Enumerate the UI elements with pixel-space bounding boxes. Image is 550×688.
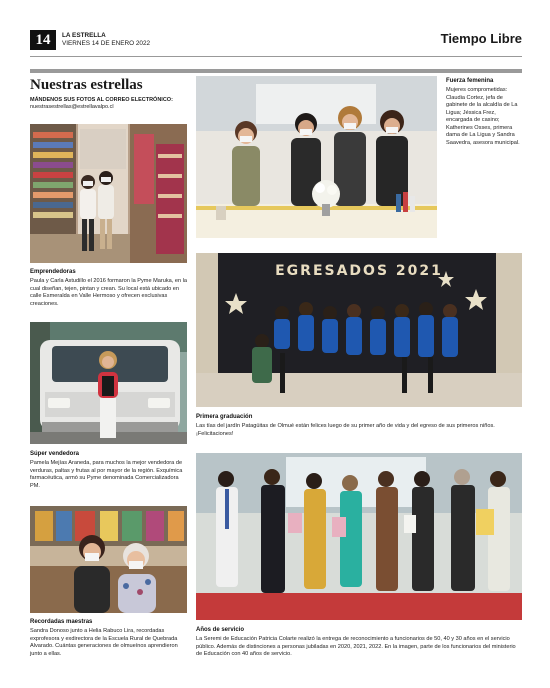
caption-title: Primera graduación xyxy=(196,414,253,420)
teachers-scene xyxy=(30,506,187,613)
caption-text: Pamela Mejías Araneda, para muchos la mejor vendedora de verduras, paltas y frutas al por mayor de la región. Exquímica farmacéutica, armó su Pyme denominada Comercializadora PM. xyxy=(30,460,183,489)
caption-title: Emprendedoras xyxy=(30,269,76,275)
caption-recordadas-maestras xyxy=(30,618,190,658)
submission-info xyxy=(30,97,200,111)
photo-super-vendedora xyxy=(30,322,187,444)
page-number: 14 xyxy=(30,30,56,50)
caption-title: Recordadas maestras xyxy=(30,619,93,625)
van-scene xyxy=(30,322,187,444)
submission-email[interactable]: nuestrasestrellas@estrellavalpo.cl xyxy=(30,104,114,111)
header-rule xyxy=(30,56,522,57)
caption-anos-de-servicio xyxy=(196,626,522,659)
caption-super-vendedora xyxy=(30,450,190,490)
photo-primera-graduacion xyxy=(196,253,522,407)
caption-emprendedoras xyxy=(30,268,190,308)
graduation-scene xyxy=(196,253,522,407)
caption-text: Las tías del jardín Patagüitas de Olmué están felices luego de su primer año de vida y del egreso de sus primeros niños. ¡Felicitaciones! xyxy=(196,423,495,437)
caption-title: Fuerza femenina xyxy=(446,78,494,84)
caption-primera-graduacion xyxy=(196,413,522,438)
section-title: Tiempo Libre xyxy=(440,31,522,46)
officials-scene xyxy=(196,453,522,620)
publication-info xyxy=(62,32,150,48)
caption-text: Sandra Donoso junto a Helia Rabuco Lira, recordadas exprofesora y exdirectora de la Escuela Rural de Quebrada Alvarado. Cuántas generaciones de olmueínos aprendieron junto a ellas. xyxy=(30,628,178,657)
page-title: Nuestras estrellas xyxy=(30,77,143,93)
women-table-scene xyxy=(196,76,437,238)
photo-fuerza-femenina xyxy=(196,76,437,238)
photo-emprendedoras xyxy=(30,124,187,263)
photo-recordadas-maestras xyxy=(30,506,187,613)
caption-text: La Seremi de Educación Patricia Colarte realizó la entrega de reconocimiento a funcionarios de 50, 40 y 30 años en el servicio público. Además de distinciones a personas jubiladas en 2020, 2021, 2022. En la imagen, parte de los funcionarios del ministerio de Educación con 40 años de servicio. xyxy=(196,636,516,658)
caption-fuerza-femenina xyxy=(446,77,522,147)
graduation-banner: EGRESADOS 2021 xyxy=(275,263,443,279)
publication-date: VIERNES 14 DE ENERO 2022 xyxy=(62,40,151,47)
section-rule xyxy=(30,69,522,73)
submission-label: MÁNDENOS SUS FOTOS AL CORREO ELECTRÓNICO: xyxy=(30,97,173,103)
caption-title: Años de servicio xyxy=(196,627,245,633)
caption-title: Súper vendedora xyxy=(30,451,80,457)
store-scene xyxy=(30,124,187,263)
photo-anos-de-servicio xyxy=(196,453,522,620)
caption-text: Mujeres comprometidas: Claudia Cortez, jefa de gabinete de la alcaldía de La Ligua; Jéssica Frez, encargada de casino; Katherines Osses, primera dama de La Ligua y Sandra Saavedra, asesora municipal. xyxy=(446,87,520,146)
page-header xyxy=(30,24,522,54)
caption-text: Paula y Carla Astudillo el 2016 formaron la Pyme Maruka, en la cual diseñan, tejen, pintan y crean. Su local está ubicado en calle Esmeralda en Valle Hermoso y ofrecen exclusivas creaciones. xyxy=(30,278,188,307)
publication-name: LA ESTRELLA xyxy=(62,32,106,39)
